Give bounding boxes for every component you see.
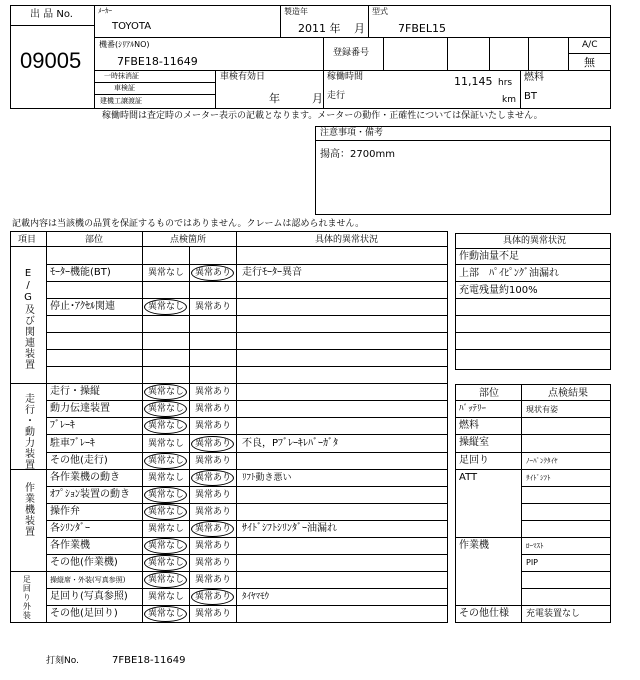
rd-line-5 (455, 332, 611, 333)
mark-abnormal-5 (191, 436, 234, 452)
abnormal-12: 異常あり (195, 558, 232, 568)
col-line-2 (142, 231, 143, 623)
maker-label: ﾒｰｶｰ (98, 7, 112, 15)
header-row-line-1 (94, 37, 611, 38)
km-unit: km (502, 95, 516, 105)
abnormal-11: 異常あり (195, 541, 232, 551)
part-work-movement: 各作業機の動き (50, 472, 120, 483)
detail-5: 不良，Pﾌﾞﾚｰｷﾚﾊﾞｰｶﾞﾀ (242, 438, 339, 449)
cert-line-1 (94, 82, 215, 83)
abnormal-4: 異常あり (195, 421, 232, 431)
hv-5 (447, 37, 448, 70)
results-th-result: 点検結果 (548, 388, 588, 399)
res-part-cab: 操縦室 (459, 437, 489, 448)
part-drive: 走行・操縦 (50, 386, 100, 397)
mark-abnormal-7 (191, 470, 234, 486)
part-other-work: その他(作業機) (50, 557, 118, 568)
lot-label: 出 品 No. (30, 9, 73, 20)
res-line-2 (455, 434, 611, 435)
mark-normal-3 (144, 401, 187, 417)
footer-label: 打刻No. (46, 656, 79, 666)
right-detail-line-1: 作動油量不足 (459, 251, 519, 262)
detail-10: ｻｲﾄﾞｼﾌﾄｼﾘﾝﾀﾞｰ油漏れ (242, 523, 337, 534)
res-line-11 (521, 588, 611, 589)
abnormal-2: 異常あり (195, 387, 232, 397)
res-result-work: ﾛｰﾏｽﾄ (526, 542, 544, 550)
res-result-battery: 現状有姿 (526, 405, 558, 414)
rd-line-6 (455, 349, 611, 350)
rd-line-1 (455, 264, 611, 265)
part-brake: ﾌﾞﾚｰｷ (50, 420, 75, 431)
detail-14: ﾀｲﾔﾏﾓｳ (242, 592, 270, 602)
row-line-wk-1 (46, 486, 448, 487)
row-line-eg-7 (46, 366, 448, 367)
hv-10 (215, 70, 216, 109)
detail-0: 走行ﾓｰﾀｰ異音 (242, 267, 302, 278)
right-detail-line-3: 充電残量約100% (459, 285, 538, 296)
notes-text: 揚高：2700mm (320, 149, 395, 160)
normal-13: 異常なし (148, 575, 185, 585)
section-line-2 (10, 469, 448, 470)
res-part-fuel: 燃料 (459, 420, 479, 431)
abnormal-15: 異常あり (195, 609, 232, 619)
hv-2 (368, 5, 369, 37)
disclaimer-quality: 記載内容は当該機の品質を保証するものではありません。クレームは認められません。 (12, 219, 365, 229)
normal-10: 異常なし (148, 524, 185, 534)
hv-3 (323, 37, 324, 109)
normal-2: 異常なし (148, 387, 185, 397)
hv-9 (520, 70, 521, 109)
section-drive: 走行・動力装置 (22, 393, 34, 470)
row-line-eg-2 (46, 281, 448, 282)
normal-0: 異常なし (148, 268, 185, 278)
section-line-1 (10, 383, 448, 384)
hv-7 (528, 37, 529, 70)
part-motor: ﾓｰﾀｰ機能(BT) (50, 267, 111, 278)
hours-value: 11,145 (454, 75, 493, 88)
mark-normal-11 (144, 538, 187, 554)
serial-value: 7FBE18-11649 (117, 55, 198, 68)
abnormal-3: 異常あり (195, 404, 232, 414)
hv-4 (383, 37, 384, 70)
cert-transfer: 建機工譲渡証 (100, 97, 142, 105)
model-value: 7FBEL15 (398, 22, 446, 35)
normal-7: 異常なし (148, 473, 185, 483)
normal-6: 異常なし (148, 456, 185, 466)
part-cylinder: 各ｼﾘﾝﾀﾞｰ (50, 523, 90, 534)
part-cab-exterior: 操縦席・外装(写真参照) (50, 576, 126, 584)
detail-7: ﾘﾌﾄ動き悪い (242, 473, 292, 483)
abnormal-14: 異常あり (195, 592, 232, 602)
abnormal-6: 異常あり (195, 456, 232, 466)
reg-label: 登録番号 (333, 48, 370, 58)
abnormal-8: 異常あり (195, 490, 232, 500)
mark-normal-15 (144, 606, 187, 622)
row-line-dr-2 (46, 417, 448, 418)
year-label: 製造年 (284, 7, 308, 16)
th-check: 点検箇所 (170, 235, 207, 245)
th-part: 部位 (85, 235, 104, 245)
notes-title: 注意事項・備考 (320, 128, 384, 138)
footer-value: 7FBE18-11649 (112, 655, 186, 666)
section-work: 作業機装置 (22, 482, 34, 537)
res-result-pip: PIP (526, 558, 539, 567)
part-other-drive: その他(走行) (50, 455, 108, 466)
abnormal-7: 異常あり (195, 473, 232, 483)
res-line-0 (455, 400, 611, 401)
row-line-dr-1 (46, 400, 448, 401)
row-line-dr-4 (46, 452, 448, 453)
cert-line-2 (94, 94, 215, 95)
res-line-7 (521, 520, 611, 521)
inspect-month: 月 (312, 92, 323, 105)
col-line-1 (46, 231, 47, 623)
hours-label: 稼働時間 (327, 72, 364, 82)
row-line-ud-2 (46, 605, 448, 606)
res-line-10 (521, 571, 611, 572)
year-value: 2011 年 (298, 22, 341, 35)
rd-line-4 (455, 315, 611, 316)
abnormal-0: 異常あり (195, 268, 232, 278)
fuel-value: BT (524, 91, 537, 102)
row-line-wk-5 (46, 554, 448, 555)
inspect-year: 年 (269, 92, 280, 105)
header-row-line-2 (94, 70, 611, 71)
res-part-undercarriage: 足回り (459, 455, 489, 466)
header-row-line-3 (568, 53, 611, 54)
col-line-4 (236, 231, 237, 623)
res-result-other: 充電装置なし (526, 609, 581, 619)
rd-line-3 (455, 298, 611, 299)
hv-8 (568, 37, 569, 70)
normal-9: 異常なし (148, 507, 185, 517)
abnormal-1: 異常あり (195, 302, 232, 312)
row-line-dr-3 (46, 434, 448, 435)
year-month-unit: 月 (354, 22, 365, 35)
mark-normal-4 (144, 418, 187, 434)
row-line-eg-1 (46, 264, 448, 265)
th-detail: 具体的異常状況 (315, 235, 379, 245)
res-part-battery: ﾊﾞｯﾃﾘｰ (459, 404, 487, 414)
normal-8: 異常なし (148, 490, 185, 500)
part-valve: 操作弁 (50, 506, 80, 517)
res-line-12 (455, 605, 611, 606)
mark-normal-6 (144, 453, 187, 469)
fuel-label: 燃料 (524, 72, 544, 83)
part-transmission: 動力伝達装置 (50, 403, 110, 414)
disclaimer-hours: 稼働時間は査定時のメーター表示の記載となります。メーターの動作・正確性については保証いたしません。 (102, 111, 543, 121)
abnormal-9: 異常あり (195, 507, 232, 517)
part-option: ｵﾌﾟｼｮﾝ装置の動き (50, 489, 130, 500)
table-header-line (10, 246, 448, 247)
inspect-label: 車検有効日 (220, 72, 266, 82)
res-line-9 (521, 554, 611, 555)
normal-3: 異常なし (148, 404, 185, 414)
row-line-eg-3 (46, 298, 448, 299)
row-line-eg-5 (46, 332, 448, 333)
res-result-undercarriage: ﾉｰﾊﾟﾝｸﾀｲﾔ (526, 457, 558, 465)
row-line-wk-3 (46, 520, 448, 521)
normal-12: 異常なし (148, 558, 185, 568)
row-line-ud-1 (46, 588, 448, 589)
part-other-under: その他(足回り) (50, 608, 118, 619)
res-line-8 (455, 537, 611, 538)
rd-line-0 (455, 248, 611, 249)
res-line-4 (455, 469, 611, 470)
normal-1: 異常なし (148, 302, 185, 312)
part-stop: 停止･ｱｸｾﾙ関連 (50, 301, 115, 312)
mark-abnormal-0 (191, 265, 234, 281)
notes-divider (315, 140, 611, 141)
normal-5: 異常なし (148, 439, 185, 449)
hv-6 (489, 37, 490, 70)
lot-number: 09005 (20, 48, 82, 73)
res-line-3 (455, 452, 611, 453)
res-result-att: ｻｲﾄﾞｼﾌﾄ (526, 474, 551, 482)
ac-label: A/C (582, 40, 598, 50)
mark-abnormal-10 (191, 521, 234, 537)
res-part-other: その他仕様 (459, 608, 509, 619)
normal-14: 異常なし (148, 592, 185, 602)
right-detail-title: 具体的異常状況 (503, 236, 567, 246)
res-line-5 (521, 486, 611, 487)
model-label: 型式 (372, 7, 388, 16)
rd-line-2 (455, 281, 611, 282)
mark-normal-13 (144, 572, 187, 588)
cert-inspection: 車検証 (114, 84, 135, 92)
section-under: 足回り外装 (22, 575, 32, 620)
results-th-part: 部位 (479, 388, 499, 399)
maker-value: TOYOTA (112, 21, 152, 32)
hours-unit: hrs (498, 78, 513, 88)
mark-normal-1 (144, 299, 187, 315)
mark-abnormal-14 (191, 589, 234, 605)
abnormal-13: 異常あり (195, 575, 232, 585)
part-parking-brake: 駐車ﾌﾞﾚｰｷ (50, 438, 95, 449)
normal-15: 異常なし (148, 609, 185, 619)
res-line-6 (521, 503, 611, 504)
section-eg: E/G及び関連装置 (22, 268, 34, 370)
right-detail-line-2: 上部 ﾊﾟｲﾋﾟﾝｸﾞ油漏れ (459, 268, 559, 279)
mark-normal-9 (144, 504, 187, 520)
row-line-wk-2 (46, 503, 448, 504)
res-part-att: ATT (459, 472, 478, 483)
section-line-3 (10, 571, 448, 572)
cert-temp-cancel: 一時抹消証 (104, 72, 139, 80)
mark-normal-12 (144, 555, 187, 571)
row-line-eg-6 (46, 349, 448, 350)
abnormal-5: 異常あり (195, 439, 232, 449)
lot-divider (10, 25, 95, 26)
normal-4: 異常なし (148, 421, 185, 431)
res-part-work: 作業機 (459, 540, 489, 551)
res-line-1 (455, 417, 611, 418)
row-line-wk-4 (46, 537, 448, 538)
part-undercarriage: 足回り(写真参照) (50, 591, 128, 602)
ac-value: 無 (584, 56, 595, 69)
hv-1 (280, 5, 281, 37)
travel-label: 走行 (327, 91, 346, 101)
serial-label: 機番(ｼﾘｱﾙNO) (99, 40, 150, 49)
normal-11: 異常なし (148, 541, 185, 551)
mark-normal-8 (144, 487, 187, 503)
row-line-eg-4 (46, 315, 448, 316)
th-item: 項目 (18, 235, 37, 245)
part-work-machine: 各作業機 (50, 540, 90, 551)
mark-normal-2 (144, 384, 187, 400)
abnormal-10: 異常あり (195, 524, 232, 534)
